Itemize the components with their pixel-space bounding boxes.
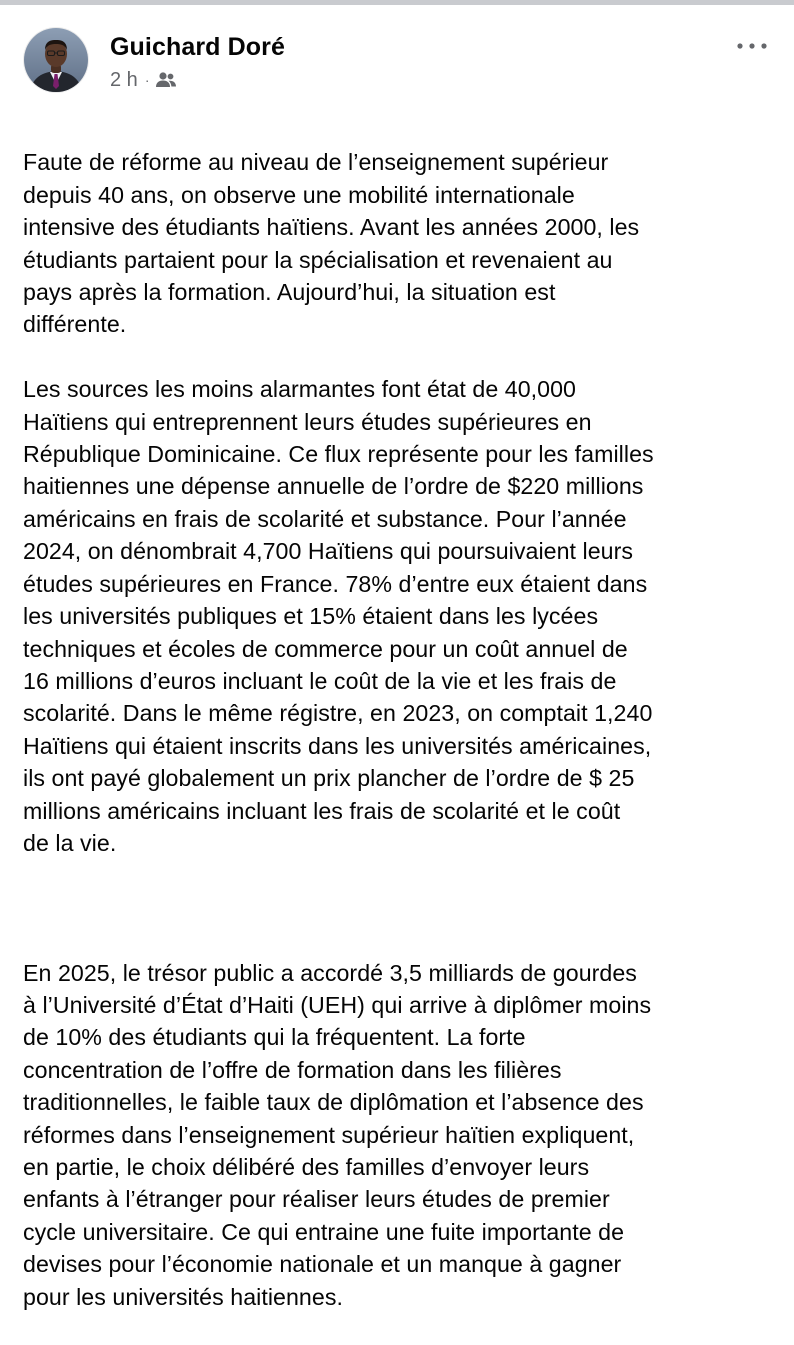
friends-icon[interactable]	[155, 71, 177, 89]
post-paragraph-1: Faute de réforme au niveau de l’enseignement supérieur depuis 40 ans, on observe une mobilité internationale intensive des étudiants haïtiens. Avant les années 2000, les étudiants partaient pour la spécialisation et revenaient au pays après la formation. Aujourd’hui, la situation est différente.	[23, 149, 640, 338]
post-header	[24, 28, 774, 94]
avatar[interactable]	[24, 28, 88, 92]
author-name[interactable]: Guichard Doré	[110, 33, 285, 61]
post-meta	[110, 68, 177, 92]
more-options-button[interactable]	[732, 34, 772, 58]
avatar-photo	[24, 28, 88, 92]
post-timestamp[interactable]: 2 h	[110, 68, 138, 91]
post-text	[23, 114, 783, 1345]
top-divider	[0, 0, 794, 5]
more-horizontal-icon	[735, 42, 769, 50]
post-paragraph-3: En 2025, le trésor public a accordé 3,5 milliards de gourdes à l’Université d’État d’Haiti (UEH) qui arrive à diplômer moins de 10% des étudiants qui la fréquentent. La forte concentration de l’offre de formation dans les filières traditionnelles, le faible taux de diplômation et l’absence des réformes dans l’enseignement supérieur haïtien expliquent, en partie, le choix délibéré des familles d’envoyer leurs enfants à l’étranger pour réaliser leurs études de premier cycle universitaire. Ce qui entraine une fuite importante de devises pour l’économie nationale et un manque à gagner pour les universités haitiennes.	[23, 959, 652, 1310]
post-paragraph-2: Les sources les moins alarmantes font état de 40,000 Haïtiens qui entreprennent leurs études supérieures en République Dominicaine. Ce flux représente pour les familles haitiennes une dépense annuelle de l’ordre de $220 millions américains en frais de scolarité et substance. Pour l’année 2024, on dénombrait 4,700 Haïtiens qui poursuivaient leurs études supérieures en France. 78% d’entre eux étaient dans les universités publiques et 15% étaient dans les lycées techniques et écoles de commerce pour un coût annuel de 16 millions d’euros incluant le coût de la vie et les frais de scolarité. Dans le même régistre, en 2023, on comptait 1,240 Haïtiens qui étaient inscrits dans les universités américaines, ils ont payé globalement un prix plancher de l’ordre de $ 25 millions américains incluant les frais de scolarité et le coût de la vie.	[23, 376, 654, 856]
meta-separator: ·	[144, 72, 150, 88]
paragraph-gap	[23, 892, 783, 924]
